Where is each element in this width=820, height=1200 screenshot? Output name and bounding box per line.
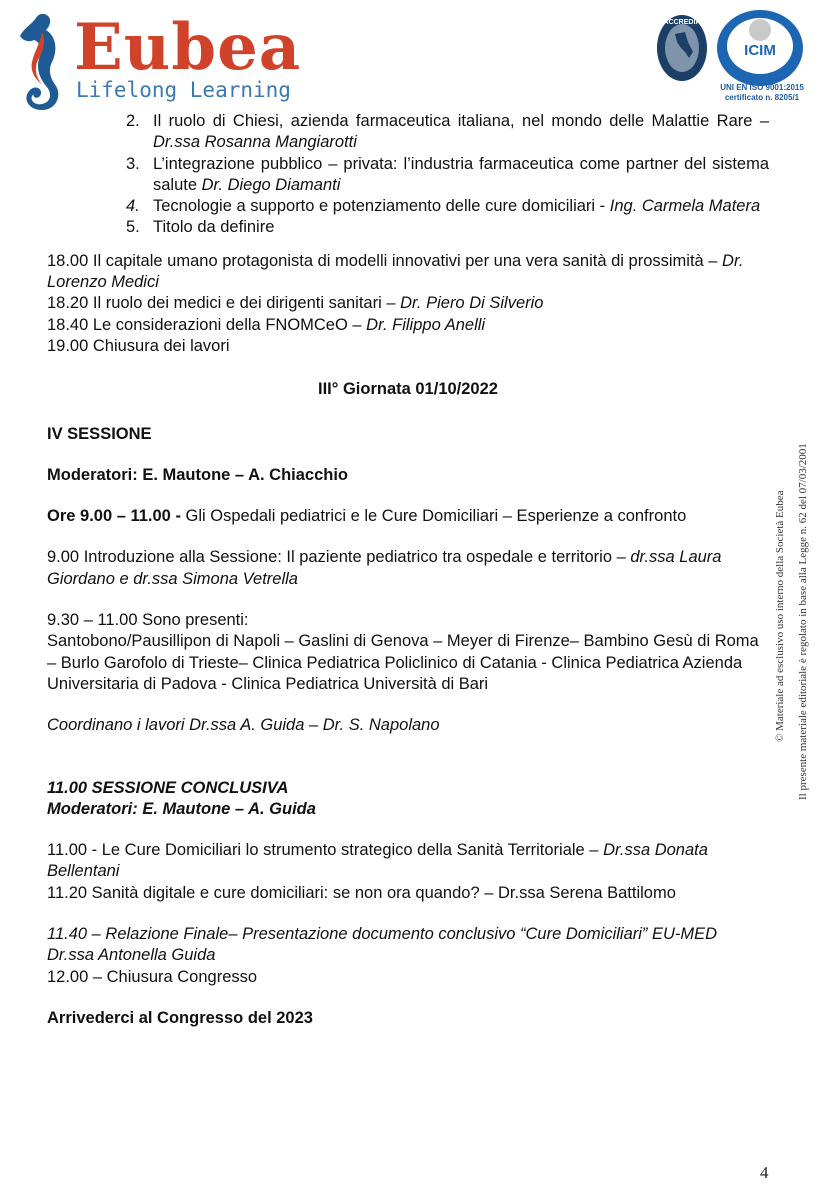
svg-text:ICIM: ICIM (744, 42, 776, 59)
agenda-item (47, 840, 769, 883)
legal-notice: Il presente materiale editoriale è regolato in base alla Legge n. 62 del 07/03/2001 (797, 443, 809, 800)
agenda-item (47, 293, 769, 314)
intro-speakers: dr.ssa Laura Giordano e dr.ssa Simona Vetrella (47, 548, 722, 588)
eubea-logo (6, 4, 302, 112)
farewell-text: Arrivederci al Congresso del 2023 (47, 1008, 313, 1027)
talk-speaker: Dr. Diego Diamanti (201, 175, 341, 194)
list-item (47, 154, 769, 197)
list-number: 4. (126, 197, 140, 216)
list-item (47, 217, 769, 238)
agenda-item (47, 336, 769, 357)
talk-title: Tecnologie a supporto e potenziamento delle cure domiciliari - (153, 197, 610, 216)
accredia-icsm-badges-icon (655, 8, 815, 86)
day-title: III° Giornata 01/10/2022 (318, 380, 498, 399)
agenda-text: 18.40 Le considerazioni della FNOMCeO – (47, 315, 367, 334)
session-topic: Gli Ospedali pediatrici e le Cure Domiciliari – Esperienze a confronto (180, 507, 687, 526)
agenda-speaker: Dr.ssa Antonella Guida (47, 946, 216, 965)
list-number: 3. (126, 154, 140, 173)
agenda-text: 18.20 Il ruolo dei medici e dei dirigenti sanitari – (47, 294, 401, 313)
conclusive-moderators: Moderatori: E. Mautone – A. Guida (47, 799, 316, 818)
agenda-speaker: Dr. Filippo Anelli (366, 315, 486, 334)
program-content (47, 111, 769, 1029)
list-item (47, 196, 769, 217)
agenda-item: 11.20 Sanità digitale e cure domiciliari: se non ora quando? – Dr.ssa Serena Battilomo (47, 883, 676, 902)
talk-speaker: – Dr.ssa Rosanna Mangiarotti (153, 112, 769, 152)
intro-text: 9.00 Introduzione alla Sessione: Il paziente pediatrico tra ospedale e territorio – (47, 548, 631, 567)
iso-certificate-number: certificato n. 8205/1 (724, 93, 800, 102)
agenda-item (47, 315, 769, 336)
session-moderators: Moderatori: E. Mautone – A. Chiacchio (47, 465, 349, 484)
agenda-text: 19.00 Chiusura dei lavori (47, 336, 230, 355)
coordinators: Coordinano i lavori Dr.ssa A. Guida – Dr. S. Napolano (47, 716, 440, 735)
session-time-range: Ore 9.00 – 11.00 - (47, 507, 181, 526)
agenda-item (47, 251, 769, 294)
session-time (47, 506, 769, 527)
closing-item: 12.00 – Chiusura Congresso (47, 967, 258, 986)
conclusive-session-title: 11.00 SESSIONE CONCLUSIVA (47, 778, 289, 797)
talk-title: Titolo da definire (153, 218, 275, 237)
brand-tagline: Lifelong Learning (76, 78, 291, 102)
list-item (47, 111, 769, 154)
present-list: Santobono/Pausillipon di Napoli – Gaslini di Genova – Meyer di Firenze– Bambino Gesù di Roma – Burlo Garofolo di Trieste– Clinica Pediatrica Policlinico di Catania - Clinica Pediatrica Azienda Universitaria di Padova - Clinica Pediatrica Università di Bari (47, 632, 759, 693)
agenda-speaker: Dr. Piero Di Silverio (400, 294, 544, 313)
seahorse-icon (6, 6, 72, 114)
svg-text:ACCREDIA: ACCREDIA (663, 19, 701, 26)
agenda-speaker: Dr.ssa Donata Bellentani (47, 841, 708, 881)
agenda-item: 11.40 – Relazione Finale– Presentazione documento conclusivo “Cure Domiciliari” EU-MED (47, 925, 718, 944)
talk-speaker: Ing. Carmela Matera (609, 197, 761, 216)
iso-certification-text (712, 83, 812, 103)
brand-name: Eubea (74, 10, 302, 85)
copyright-notice: © Materiale ad esclusivo uso interno della Società Eubea (774, 490, 786, 742)
iso-standard: UNI EN ISO 9001:2015 (720, 83, 804, 92)
agenda-speaker: – Dr. Lorenzo Medici (47, 251, 744, 292)
present-header: 9.30 – 11.00 Sono presenti: (47, 611, 249, 630)
agenda-text: 11.00 - Le Cure Domiciliari lo strumento strategico della Sanità Territoriale – (47, 841, 604, 860)
talk-title: Il ruolo di Chiesi, azienda farmaceutica italiana, nel mondo delle Malattie Rare (153, 112, 760, 130)
list-number: 2. (126, 112, 140, 130)
session-intro (47, 547, 769, 590)
list-number: 5. (126, 218, 140, 237)
page-number: 4 (760, 1163, 769, 1182)
talk-title: L’integrazione pubblico – privata: l’industria farmaceutica come partner del sistema salute (153, 154, 769, 194)
session-title: IV SESSIONE (47, 424, 152, 443)
agenda-text: 18.00 Il capitale umano protagonista di modelli innovativi per una vera sanità di prossimità (47, 251, 709, 270)
